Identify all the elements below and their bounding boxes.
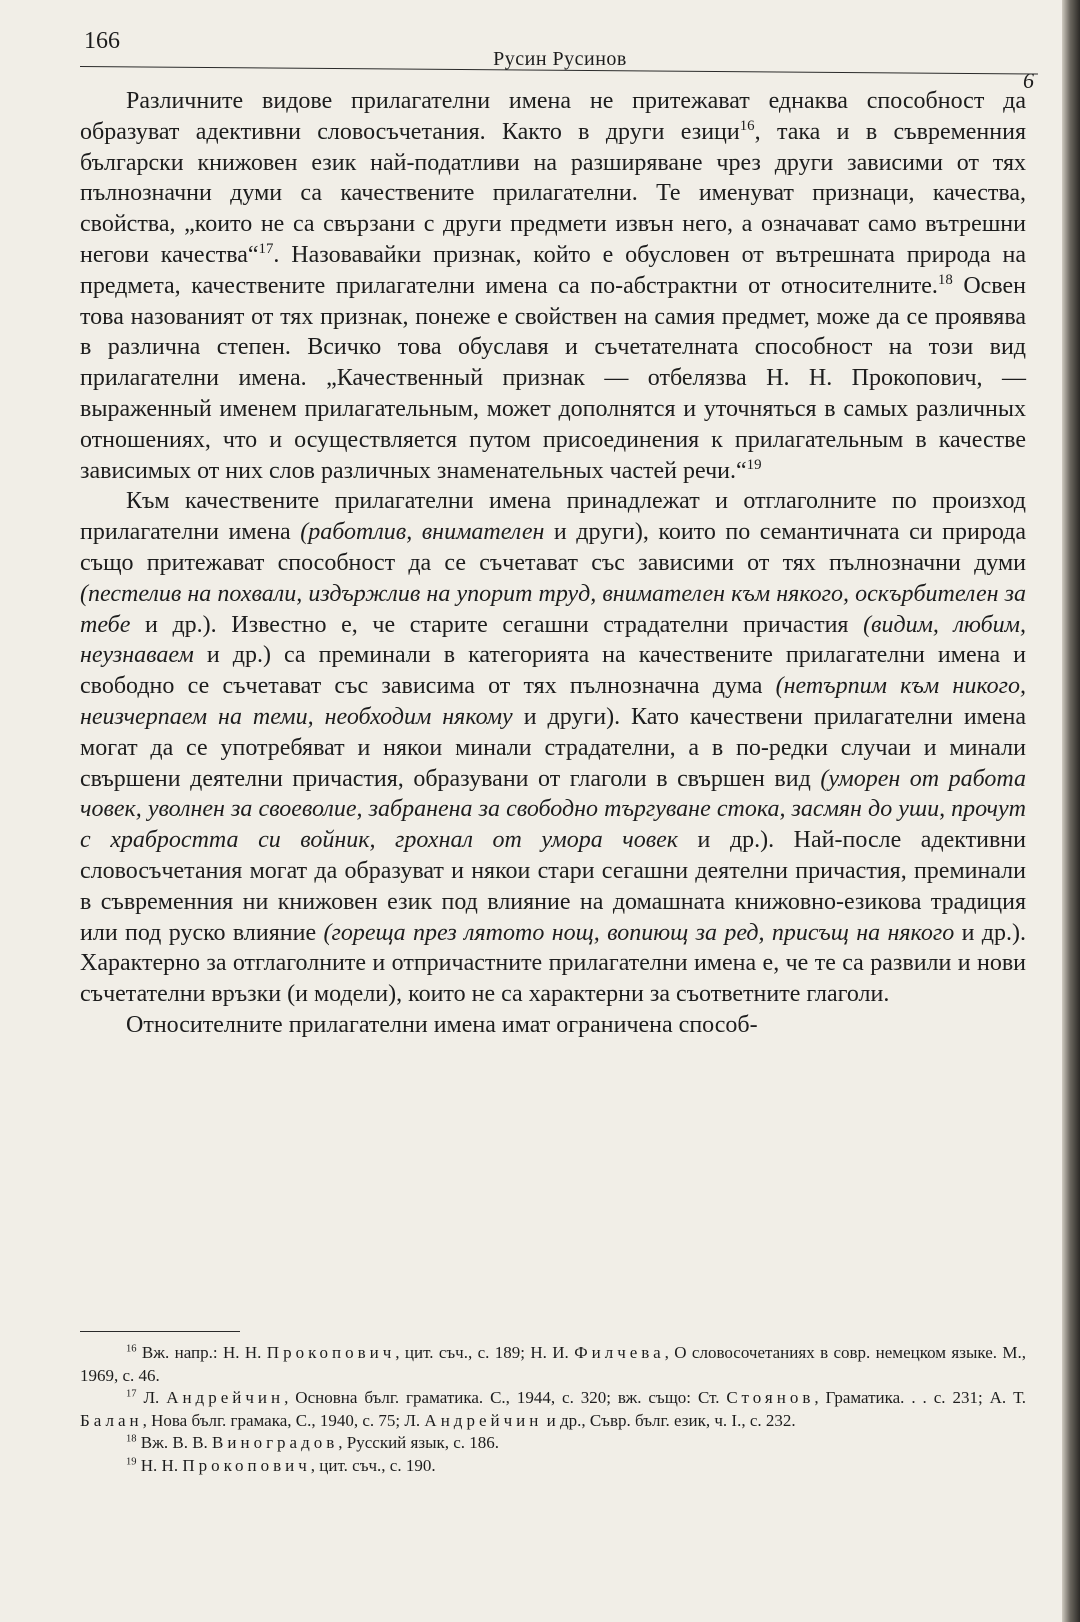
text-run: , О словосочетаниях в совр. немецком языке. М., 1969, с. 46. xyxy=(80,1343,1026,1385)
footnote xyxy=(80,1455,1026,1478)
text-run: и други), които по семантичната си природа също притежават способност да се съчетават със зависими от тях пълнозначни думи xyxy=(80,519,1027,576)
author-name: Прокопович xyxy=(182,1455,311,1475)
example-text: (нетърпим към никого, неизчерпаем на теми, необходим някому xyxy=(80,673,1026,730)
text-run: Л. xyxy=(136,1388,167,1407)
example-text: (уморен от работа човек, уволнен за своеволие, забранена за свободно търгуване стока, засмян до уши, прочут с храбростта си войник, грохнал от умора човек xyxy=(80,765,1027,854)
footnotes xyxy=(80,1342,1026,1477)
book-spine-shadow xyxy=(1062,0,1080,1622)
text-run: и др.). Характерно за отглаголните и отпричастните прилагателни имена е, че те са развили и нови съчетателни връзки (и модели), които не са характерни за съответните глаголи. xyxy=(80,919,1027,1008)
footnote-ref: 16 xyxy=(739,117,755,134)
author-name: Стоянов xyxy=(726,1388,815,1407)
text-run: Вж. напр.: Н. Н. xyxy=(136,1343,267,1362)
footnote-ref: 17 xyxy=(126,1388,137,1400)
paragraph xyxy=(80,86,1026,486)
example-text: (пестелив на похвали, издържлив на упорит труд, внимателен към някого, оскърбителен за тебе xyxy=(80,580,1026,638)
footnote-ref: 18 xyxy=(126,1433,137,1445)
text-run: Различните видове прилагателни имена не притежават еднаква способност да образуват адективни словосъчетания. Както в други езици xyxy=(80,88,1026,145)
author-name: Виноградов xyxy=(212,1433,339,1452)
text-run: и др.) са преминали в категорията на качествените прилагателни имена и свободно се съчетават със зависима от тях пълнозначна дума xyxy=(80,642,1026,700)
running-title: Русин Русинов xyxy=(493,48,627,70)
example-text: (видим, любим, неузнаваем xyxy=(80,611,1026,669)
footnote-ref: 19 xyxy=(746,456,762,473)
text-run: Освен това назованият от тях признак, понеже е свойствен на самия предмет, може да се проявява в различна степен. Всичко това обуславя и съчетателната способност на този вид прилагателни имена. „Качественный признак — отбелязва Н. Н. Прокопович, — выраженный именем прилагательным, может дополнятся и уточняться в самых различных отношениях, что и осуществляется путом присоединения к прилагательным в качестве зависимых от них слов различных знаменательных частей речи.“ xyxy=(80,272,1026,484)
example-text: (горещa през лятото нощ, вопиющ за ред, присъщ на някого xyxy=(323,919,955,946)
text-run: и др., Съвр. бълг. език, ч. I., с. 232. xyxy=(542,1410,796,1430)
text-run: , цит. съч., с. 190. xyxy=(310,1455,436,1475)
paragraph xyxy=(80,1010,1026,1041)
text-run: , цит. съч., с. 189; Н. И. xyxy=(395,1343,575,1362)
text-run: , Граматика. . . с. 231; А. Т. xyxy=(814,1388,1027,1407)
footnote-rule xyxy=(80,1331,240,1332)
text-run: . Назовавайки признак, който е обусловен от вътрешната природа на предмета, качествените прилагателни имена са по-абстрактни от относителните. xyxy=(80,241,1027,299)
footnote-ref: 17 xyxy=(258,240,274,257)
text-run: , Нова бълг. грамака, С., 1940, с. 75; Л. xyxy=(142,1410,425,1430)
body-text xyxy=(80,86,1026,1041)
text-run: , Основна бълг. граматика. С., 1944, с. 320; вж. също: Ст. xyxy=(284,1388,727,1407)
footnote-ref: 18 xyxy=(937,271,953,288)
footnote-ref: 19 xyxy=(126,1455,137,1467)
text-run: Вж. В. В. xyxy=(136,1433,213,1452)
author-name: Андрейчин xyxy=(424,1410,543,1430)
text-run: Към качествените прилагателни имена принадлежат и отглаголните по произход прилагателни имена xyxy=(80,488,1026,546)
text-run: и други). Като качествени прилагателни имена могат да се употребяват и някои минали страдателни, а в по-редки случаи и минали свършени деятелни причастия, образувани от глаголи в свършен вид xyxy=(80,703,1027,792)
footnote xyxy=(80,1432,1026,1455)
text-run: Н. Н. xyxy=(136,1455,183,1475)
text-run: Относителните прилагателни имена имат ограничена способ- xyxy=(126,1011,758,1038)
author-name: Филчева xyxy=(574,1343,665,1362)
author-name: Андрейчин xyxy=(166,1388,285,1407)
page-number: 166 xyxy=(84,28,120,54)
text-run: , така и в съвременния български книжовен език най-податливи на разширяване чрез други зависими от тях пълнозначни думи са качествените прилагателни. Те именуват признаци, качества, свойства, „които не са свързани с други предмети извън него, а означават само вътрешни негови качества“ xyxy=(80,118,1027,268)
example-text: (работлив, внимателен xyxy=(300,519,545,546)
text-run: и др.). Известно е, че старите сегашни страдателни причастия xyxy=(130,611,864,638)
author-name: Прокопович xyxy=(266,1343,396,1362)
footnote xyxy=(80,1387,1026,1432)
paragraph xyxy=(80,486,1026,1010)
footnote-ref: 16 xyxy=(126,1343,137,1355)
text-run: , Русский язык, с. 186. xyxy=(338,1433,500,1452)
footnote xyxy=(80,1342,1026,1387)
header-mark: 6 xyxy=(1023,68,1034,93)
author-name: Балан xyxy=(80,1410,143,1430)
text-run: и др.). Най-после адективни словосъчетания могат да образуват и някои стари сегашни деятелни причастия, преминали в съвременния ни книжовен език под влияние на домашната книжовно-езикова традиция или под руско влияние xyxy=(80,827,1026,946)
